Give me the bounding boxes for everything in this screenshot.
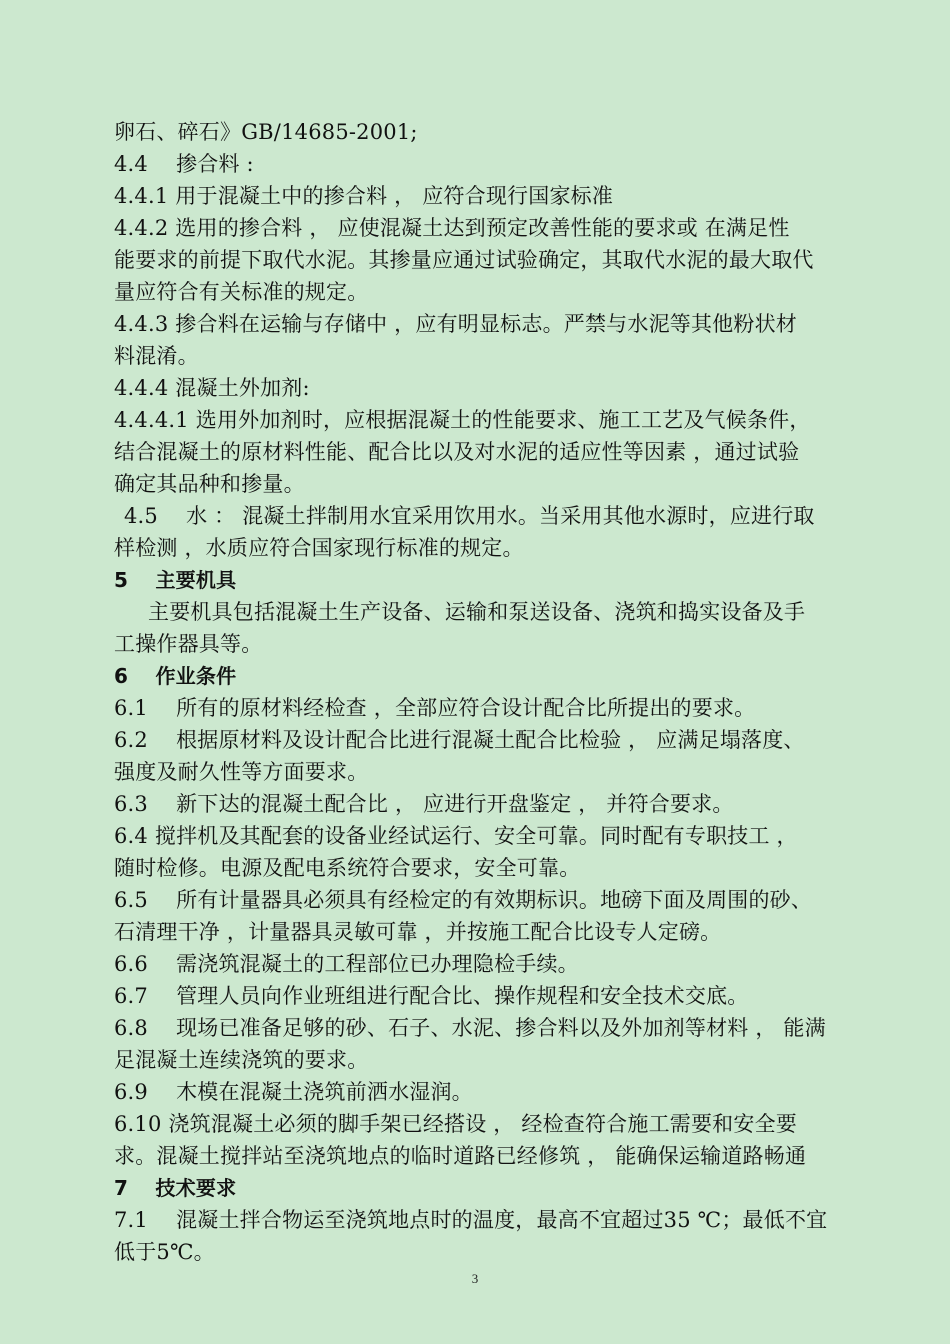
page-number: 3: [471, 1271, 479, 1286]
text-line: 6.9 木模在混凝土浇筑前洒水湿润。: [114, 1080, 473, 1104]
text-line: 样检测 ，水质应符合国家现行标准的规定。: [114, 536, 524, 560]
section-heading-4-4: 4.4 掺合料 :: [114, 152, 254, 176]
text-line: 求。混凝土搅拌站至浇筑地点的临时道路已经修筑 ， 能确保运输道路畅通: [114, 1144, 807, 1168]
section-heading-7: 7 技术要求: [114, 1176, 237, 1200]
text-line: 4.4.3 掺合料在运输与存储中 ，应有明显标志。严禁与水泥等其他粉状材: [114, 312, 797, 336]
text-line: 工操作器具等。: [114, 632, 263, 656]
text-line: 4.5 水 ： 混凝土拌制用水宜采用饮用水。当采用其他水源时，应进行取: [124, 504, 815, 528]
text-line: 6.1 所有的原材料经检查 ，全部应符合设计配合比所提出的要求。: [114, 696, 756, 720]
text-line: 6.5 所有计量器具必须具有经检定的有效期标识。地磅下面及周围的砂、: [114, 888, 813, 912]
section-heading-5: 5 主要机具: [114, 568, 237, 592]
text-line: 卵石、碎石》GB/14685-2001;: [114, 120, 418, 144]
text-line: 结合混凝土的原材料性能、配合比以及对水泥的适应性等因素 ，通过试验: [114, 440, 800, 464]
text-line: 6.2 根据原材料及设计配合比进行混凝土配合比检验 ， 应满足塌落度、: [114, 728, 805, 752]
text-line: 能要求的前提下取代水泥。其掺量应通过试验确定，其取代水泥的最大取代: [114, 248, 814, 272]
text-line: 4.4.2 选用的掺合料 ， 应使混凝土达到预定改善性能的要求或 在满足性: [114, 216, 790, 240]
text-line: 足混凝土连续浇筑的要求。: [114, 1048, 369, 1072]
text-line: 6.7 管理人员向作业班组进行配合比、操作规程和安全技术交底。: [114, 984, 749, 1008]
text-line: 6.8 现场已准备足够的砂、石子、水泥、掺合料以及外加剂等材料 ， 能满: [114, 1016, 826, 1040]
text-line: 主要机具包括混凝土生产设备、运输和泵送设备、浇筑和捣实设备及手: [148, 600, 806, 624]
text-line: 6.6 需浇筑混凝土的工程部位已办理隐检手续。: [114, 952, 579, 976]
text-line: 随时检修。电源及配电系统符合要求，安全可靠。: [114, 856, 581, 880]
section-heading-6: 6 作业条件: [114, 664, 237, 688]
text-line: 强度及耐久性等方面要求。: [114, 760, 369, 784]
text-line: 6.10 浇筑混凝土必须的脚手架已经搭设 ， 经检查符合施工需要和安全要: [114, 1112, 797, 1136]
text-line: 石清理干净 ，计量器具灵敏可靠 ，并按施工配合比设专人定磅。: [114, 920, 722, 944]
text-line: 4.4.4.1 选用外加剂时，应根据混凝土的性能要求、施工工艺及气候条件，: [114, 408, 811, 432]
text-line: 料混淆。: [114, 344, 199, 368]
document-body: [114, 116, 838, 1268]
text-line: 6.4 搅拌机及其配套的设备业经试运行、安全可靠。同时配有专职技工 ，: [114, 824, 798, 848]
text-line: 7.1 混凝土拌合物运至浇筑地点时的温度，最高不宜超过35 ℃；最低不宜: [114, 1208, 828, 1232]
text-line: 6.3 新下达的混凝土配合比 ， 应进行开盘鉴定 ， 并符合要求。: [114, 792, 734, 816]
text-line: 低于5℃。: [114, 1240, 215, 1264]
text-line: 4.4.1 用于混凝土中的掺合料 ， 应符合现行国家标准: [114, 184, 614, 208]
text-line: 量应符合有关标准的规定。: [114, 280, 369, 304]
text-line: 确定其品种和掺量。: [114, 472, 305, 496]
text-line: 4.4.4 混凝土外加剂:: [114, 376, 310, 400]
